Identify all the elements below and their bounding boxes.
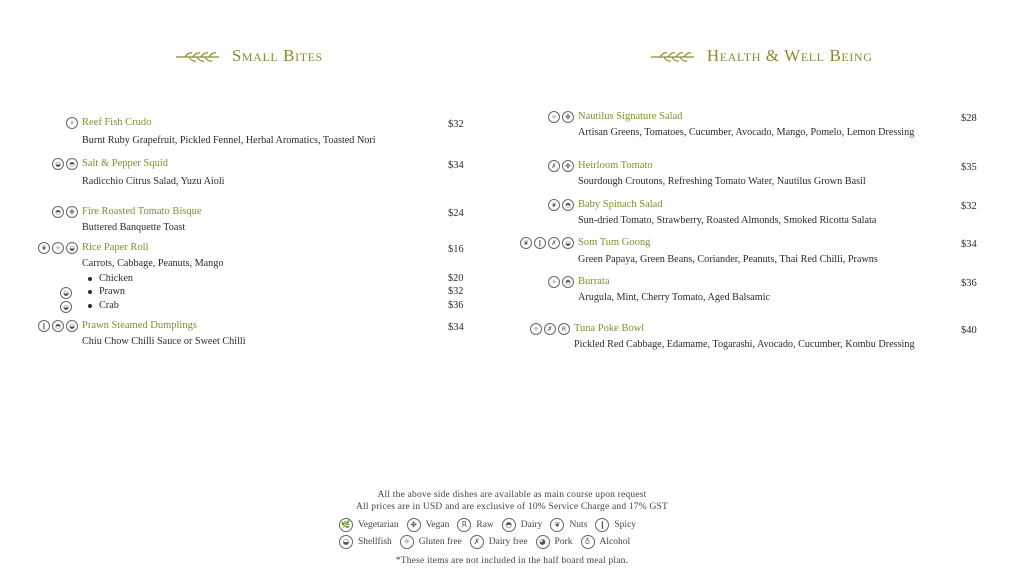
sub-option-price: $32	[448, 286, 464, 297]
legend-label: Dairy free	[488, 537, 528, 547]
sprig-icon	[650, 51, 696, 63]
dietary-icons	[548, 111, 574, 123]
item-description: Radicchio Citrus Salad, Yuzu Aioli	[82, 176, 225, 187]
sub-option-label: Prawn	[99, 286, 126, 297]
legend-item	[595, 518, 636, 532]
legend-label: Shellfish	[358, 537, 392, 547]
dietary-icons	[52, 158, 78, 170]
sub-option	[88, 273, 133, 284]
item-name: Fire Roasted Tomato Bisque	[82, 206, 202, 217]
section-title-small-bites	[175, 46, 323, 66]
legend-item	[581, 535, 631, 549]
spicy-icon: ❙	[38, 320, 50, 332]
dairy-icon: ◓	[66, 158, 78, 170]
item-name: Baby Spinach Salad	[578, 199, 663, 210]
pork-icon: ◕	[536, 535, 550, 549]
dairy-icon: ◓	[562, 276, 574, 288]
item-price: $34	[448, 322, 464, 333]
item-description: Pickled Red Cabbage, Edamame, Togarashi, Avocado, Cucumber, Kombu Dressing	[574, 339, 915, 350]
bullet	[88, 277, 92, 281]
item-price: $40	[961, 325, 977, 336]
item-name: Rice Paper Roll	[82, 242, 149, 253]
item-price: $34	[448, 160, 464, 171]
nuts-icon: ❦	[38, 242, 50, 254]
item-price: $28	[961, 113, 977, 124]
dietary-icons	[66, 117, 78, 129]
shellfish-icon: ◒	[562, 237, 574, 249]
legend-label: Pork	[554, 537, 573, 547]
dairy-free-icon: ✗	[548, 160, 560, 172]
item-name: Prawn Steamed Dumplings	[82, 320, 197, 331]
dietary-icons	[530, 323, 570, 335]
item-name: Tuna Poke Bowl	[574, 323, 645, 334]
sub-option-label: Crab	[99, 300, 119, 311]
gluten-free-icon: ✧	[548, 111, 560, 123]
item-description: Chiu Chow Chilli Sauce or Sweet Chilli	[82, 336, 246, 347]
item-name: Heirloom Tomato	[578, 160, 653, 171]
section-title-health	[650, 46, 872, 66]
item-description: Arugula, Mint, Cherry Tomato, Aged Balsamic	[578, 292, 771, 303]
vegan-icon: ✤	[562, 160, 574, 172]
dietary-icons	[548, 160, 574, 172]
sub-option-price: $20	[448, 273, 464, 284]
legend-item	[457, 518, 493, 532]
raw-icon: R	[558, 323, 570, 335]
legend-item	[400, 535, 462, 549]
shellfish-icon: ◒	[60, 301, 72, 313]
shellfish-icon: ◒	[66, 242, 78, 254]
spicy-icon: ❙	[534, 237, 546, 249]
legend-item	[339, 535, 392, 549]
spicy-icon: ❙	[595, 518, 609, 532]
vegan-icon: ✤	[562, 111, 574, 123]
vegan-icon: ✤	[407, 518, 421, 532]
raw-icon: R	[457, 518, 471, 532]
item-price: $36	[961, 278, 977, 289]
gluten-free-icon: ✧	[52, 242, 64, 254]
item-description: Sourdough Croutons, Refreshing Tomato Water, Nautilus Grown Basil	[578, 176, 866, 187]
item-description: Sun-dried Tomato, Strawberry, Roasted Almonds, Smoked Ricotta Salata	[578, 215, 877, 226]
shellfish-icon: ◒	[66, 320, 78, 332]
vegan-icon: ✤	[66, 206, 78, 218]
section-title-text: Health & Well Being	[706, 46, 873, 65]
gluten-free-icon: ✧	[400, 535, 414, 549]
item-description: Carrots, Cabbage, Peanuts, Mango	[82, 258, 224, 269]
bullet	[88, 304, 92, 308]
item-description: Artisan Greens, Tomatoes, Cucumber, Avocado, Mango, Pomelo, Lemon Dressing	[578, 127, 915, 138]
dairy-icon: ◓	[52, 320, 64, 332]
shellfish-icon: ◒	[60, 287, 72, 299]
footer-line-2: All prices are in USD and are exclusive of 10% Service Charge and 17% GST	[355, 502, 668, 512]
nuts-icon: ❦	[520, 237, 532, 249]
legend-item	[407, 518, 450, 532]
sub-option-price: $36	[448, 300, 464, 311]
footer-line-1: All the above side dishes are available as main course upon request	[377, 490, 647, 500]
nuts-icon: ❦	[548, 199, 560, 211]
item-name: Som Tum Goong	[578, 237, 651, 248]
legend-item	[536, 535, 573, 549]
legend-label: Gluten free	[418, 537, 462, 547]
legend-label: Vegan	[425, 520, 450, 530]
item-price: $35	[961, 162, 977, 173]
section-title-text: Small Bites	[231, 46, 323, 65]
item-name: Salt & Pepper Squid	[82, 158, 169, 169]
item-description: Green Papaya, Green Beans, Coriander, Peanuts, Thai Red Chilli, Prawns	[578, 254, 878, 265]
dairy-icon: ◓	[502, 518, 516, 532]
dairy-free-icon: ✗	[470, 535, 484, 549]
legend-label: Alcohol	[599, 537, 631, 547]
dairy-free-icon: ✗	[548, 237, 560, 249]
sub-option-label: Chicken	[99, 273, 133, 284]
gluten-free-icon: ✧	[548, 276, 560, 288]
dietary-icons	[548, 276, 574, 288]
item-name: Burrata	[578, 276, 610, 287]
sub-option	[88, 300, 119, 311]
dairy-icon: ◓	[52, 206, 64, 218]
legend-item	[550, 518, 587, 532]
item-price: $32	[961, 201, 977, 212]
legend-row	[339, 535, 638, 549]
footer-note: *These items are not included in the half board meal plan.	[395, 556, 629, 566]
legend-label: Dairy	[520, 520, 543, 530]
item-name: Reef Fish Crudo	[82, 117, 152, 128]
item-price: $16	[448, 244, 464, 255]
dairy-free-icon: ✗	[544, 323, 556, 335]
dietary-icons	[38, 242, 78, 254]
item-price: $32	[448, 119, 464, 130]
legend-label: Nuts	[569, 520, 588, 530]
alcohol-icon: ♁	[581, 535, 595, 549]
sprig-icon	[175, 51, 221, 63]
bullet	[88, 290, 92, 294]
legend-label: Vegetarian	[358, 520, 399, 530]
item-price: $24	[448, 208, 464, 219]
legend-row	[339, 518, 644, 532]
item-name: Nautilus Signature Salad	[578, 111, 683, 122]
item-description: Burnt Ruby Grapefruit, Pickled Fennel, Herbal Aromatics, Toasted Nori	[82, 135, 376, 146]
item-price: $34	[961, 239, 977, 250]
legend-label: Raw	[476, 520, 494, 530]
nuts-icon: ❦	[550, 518, 564, 532]
dietary-icons	[38, 320, 78, 332]
gluten-free-icon: ✧	[530, 323, 542, 335]
vegetarian-icon: 🌿	[339, 518, 353, 532]
item-description: Buttered Banquette Toast	[82, 222, 186, 233]
sub-option	[88, 286, 125, 297]
dietary-icons	[520, 237, 574, 249]
legend-item	[470, 535, 528, 549]
dietary-icons	[52, 206, 78, 218]
shellfish-icon: ◒	[52, 158, 64, 170]
dairy-icon: ◓	[562, 199, 574, 211]
gluten-free-icon: ✧	[66, 117, 78, 129]
legend-item	[502, 518, 543, 532]
shellfish-icon: ◒	[339, 535, 353, 549]
dietary-icons	[548, 199, 574, 211]
legend-item	[339, 518, 399, 532]
legend-label: Spicy	[614, 520, 637, 530]
